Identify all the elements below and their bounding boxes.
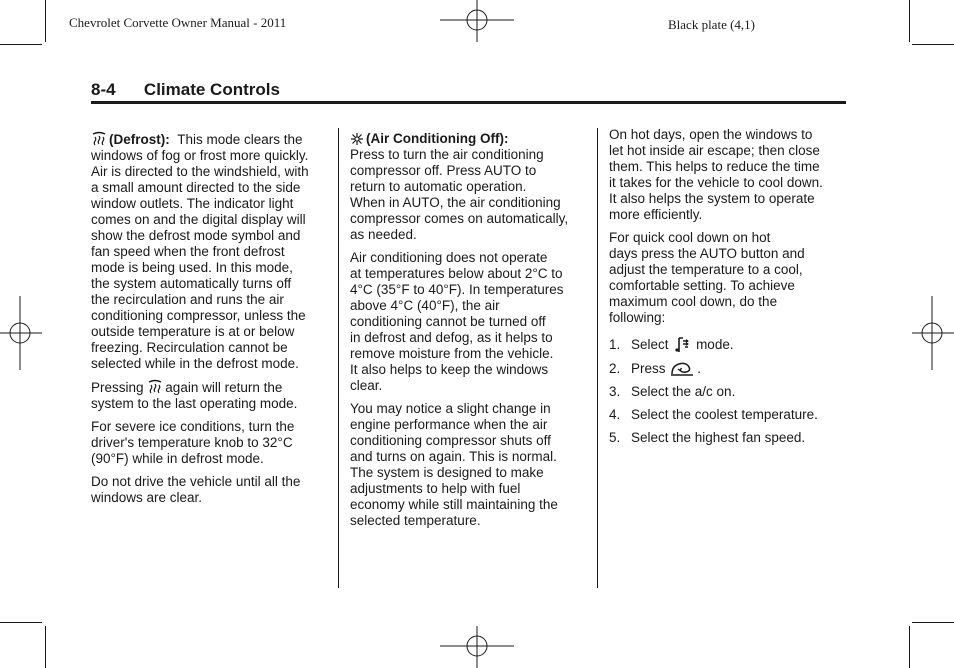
crop-mark	[909, 0, 910, 42]
text-fragment: Pressing	[91, 380, 144, 395]
text-line: 4°C (35°F to 40°F). In temperatures	[350, 282, 564, 297]
text-line: economy while still maintaining the	[350, 497, 558, 512]
registration-mark-icon	[0, 296, 42, 370]
step-text: Select the a/c on.	[631, 384, 736, 399]
text-line: compressor comes on automatically,	[350, 211, 569, 226]
text-line: outside temperature is at or below	[91, 324, 295, 339]
section-rule	[91, 101, 846, 104]
crop-mark	[912, 44, 954, 45]
vent-mode-icon	[672, 336, 690, 354]
list-item	[609, 336, 849, 354]
step-number: 1.	[609, 337, 621, 352]
text-line: more efficiently.	[609, 207, 703, 222]
text-line: adjust the temperature to a cool,	[609, 262, 803, 277]
text-line: selected temperature.	[350, 513, 481, 528]
ac-off-paragraph	[350, 131, 590, 243]
text-line: Do not drive the vehicle until all the	[91, 474, 301, 489]
text-line: return to automatic operation.	[350, 179, 527, 194]
step-number: 2.	[609, 361, 621, 376]
text-line: the system automatically turns off	[91, 276, 292, 291]
book-title: Chevrolet Corvette Owner Manual - 2011	[69, 15, 287, 30]
cool-down-paragraph	[609, 230, 849, 326]
text-line: a small amount directed to the side	[91, 180, 301, 195]
temperature-paragraph	[350, 250, 590, 394]
text-line: (90°F) while in defrost mode.	[91, 451, 264, 466]
text-line: in defrost and defog, as it helps to	[350, 330, 553, 345]
step-text: Select the highest fan speed.	[631, 430, 806, 445]
step-text: .	[697, 361, 702, 376]
text-line: Press to turn the air conditioning	[350, 147, 544, 162]
crop-mark	[909, 626, 910, 668]
text-line: mode is being used. In this mode,	[91, 260, 293, 275]
text-line: above 4°C (40°F), the air	[350, 298, 500, 313]
text-line: comfortable setting. To achieve	[609, 278, 795, 293]
step-text: Press	[631, 361, 666, 376]
column-1	[91, 131, 331, 513]
text-line: driver's temperature knob to 32°C	[91, 435, 293, 450]
step-text: Select the coolest temperature.	[631, 407, 818, 422]
text-line: conditioning compressor shuts off	[350, 433, 551, 448]
performance-paragraph	[350, 401, 590, 529]
text-line: engine performance when the air	[350, 417, 548, 432]
hot-days-paragraph	[609, 127, 849, 223]
defrost-paragraph	[91, 131, 331, 372]
registration-mark-icon	[912, 296, 954, 370]
text-line	[91, 379, 331, 396]
text-line: show the defrost mode symbol and	[91, 228, 301, 243]
text-line: as needed.	[350, 227, 417, 242]
text-line: You may notice a slight change in	[350, 401, 551, 416]
step-number: 5.	[609, 430, 621, 445]
text-line: comes on and the digital display will	[91, 212, 306, 227]
registration-mark-icon	[440, 626, 514, 668]
text-line: maximum cool down, do the	[609, 294, 778, 309]
text-line: It also helps to keep the windows	[350, 362, 549, 377]
text-line: When in AUTO, the air conditioning	[350, 195, 561, 210]
section-number: 8-4	[91, 80, 116, 99]
section-heading	[91, 80, 280, 100]
text-line: clear.	[350, 378, 383, 393]
list-item	[609, 361, 849, 377]
column-divider	[597, 128, 598, 588]
defrost-icon	[147, 379, 163, 395]
text-line: This mode clears the	[177, 132, 303, 147]
step-text: Select	[631, 337, 669, 352]
pressing-paragraph	[91, 379, 331, 412]
text-line: following:	[609, 310, 666, 325]
text-line: at temperatures below about 2°C to	[350, 266, 563, 281]
defrost-label: (Defrost):	[109, 132, 170, 147]
text-line: Air conditioning does not operate	[350, 250, 548, 265]
text-line	[91, 131, 331, 148]
crop-mark	[45, 0, 46, 42]
text-line: and turns on again. This is normal.	[350, 449, 557, 464]
text-line: fan speed when the front defrost	[91, 244, 285, 259]
registration-mark-icon	[440, 0, 514, 42]
recirculation-icon	[669, 361, 695, 377]
text-line: freezing. Recirculation cannot be	[91, 340, 288, 355]
list-item	[609, 430, 849, 446]
ice-paragraph	[91, 419, 331, 467]
step-number: 3.	[609, 384, 621, 399]
text-line: remove moisture from the vehicle.	[350, 346, 554, 361]
section-title: Climate Controls	[143, 80, 280, 99]
text-line: let hot inside air escape; then close	[609, 143, 820, 158]
list-item	[609, 384, 849, 400]
step-number: 4.	[609, 407, 621, 422]
defrost-icon	[91, 131, 107, 147]
text-fragment: again will return the	[165, 380, 283, 395]
plate-label: Black plate (4,1)	[668, 17, 755, 32]
text-line: adjustments to help with fuel	[350, 481, 521, 496]
text-line: On hot days, open the windows to	[609, 127, 813, 142]
text-line: For severe ice conditions, turn the	[91, 419, 295, 434]
text-line: For quick cool down on hot	[609, 230, 771, 245]
crop-mark	[0, 44, 42, 45]
column-3	[609, 127, 849, 453]
text-line: days press the AUTO button and	[609, 246, 805, 261]
crop-mark	[45, 626, 46, 668]
ac-off-icon	[350, 132, 364, 146]
text-line: window outlets. The indicator light	[91, 196, 294, 211]
crop-mark	[0, 622, 42, 623]
drive-paragraph	[91, 474, 331, 506]
column-divider	[338, 128, 339, 588]
steps-list	[609, 336, 849, 446]
text-line: windows are clear.	[91, 490, 203, 505]
text-line: The system is designed to make	[350, 465, 544, 480]
crop-mark	[912, 622, 954, 623]
text-line: system to the last operating mode.	[91, 396, 298, 411]
step-text: mode.	[696, 337, 734, 352]
text-line: it takes for the vehicle to cool down.	[609, 175, 823, 190]
text-line: compressor off. Press AUTO to	[350, 163, 537, 178]
text-line: selected while in the defrost mode.	[91, 356, 299, 371]
ac-off-label: (Air Conditioning Off):	[366, 131, 509, 146]
text-line: conditioning compressor, unless the	[91, 308, 306, 323]
text-line: conditioning cannot be turned off	[350, 314, 546, 329]
column-2	[350, 131, 590, 536]
text-line: them. This helps to reduce the time	[609, 159, 820, 174]
text-line: It also helps the system to operate	[609, 191, 815, 206]
text-line	[350, 131, 590, 147]
list-item	[609, 407, 849, 423]
text-line: the recirculation and runs the air	[91, 292, 284, 307]
text-line: Air is directed to the windshield, with	[91, 164, 309, 179]
text-line: windows of fog or frost more quickly.	[91, 148, 309, 163]
